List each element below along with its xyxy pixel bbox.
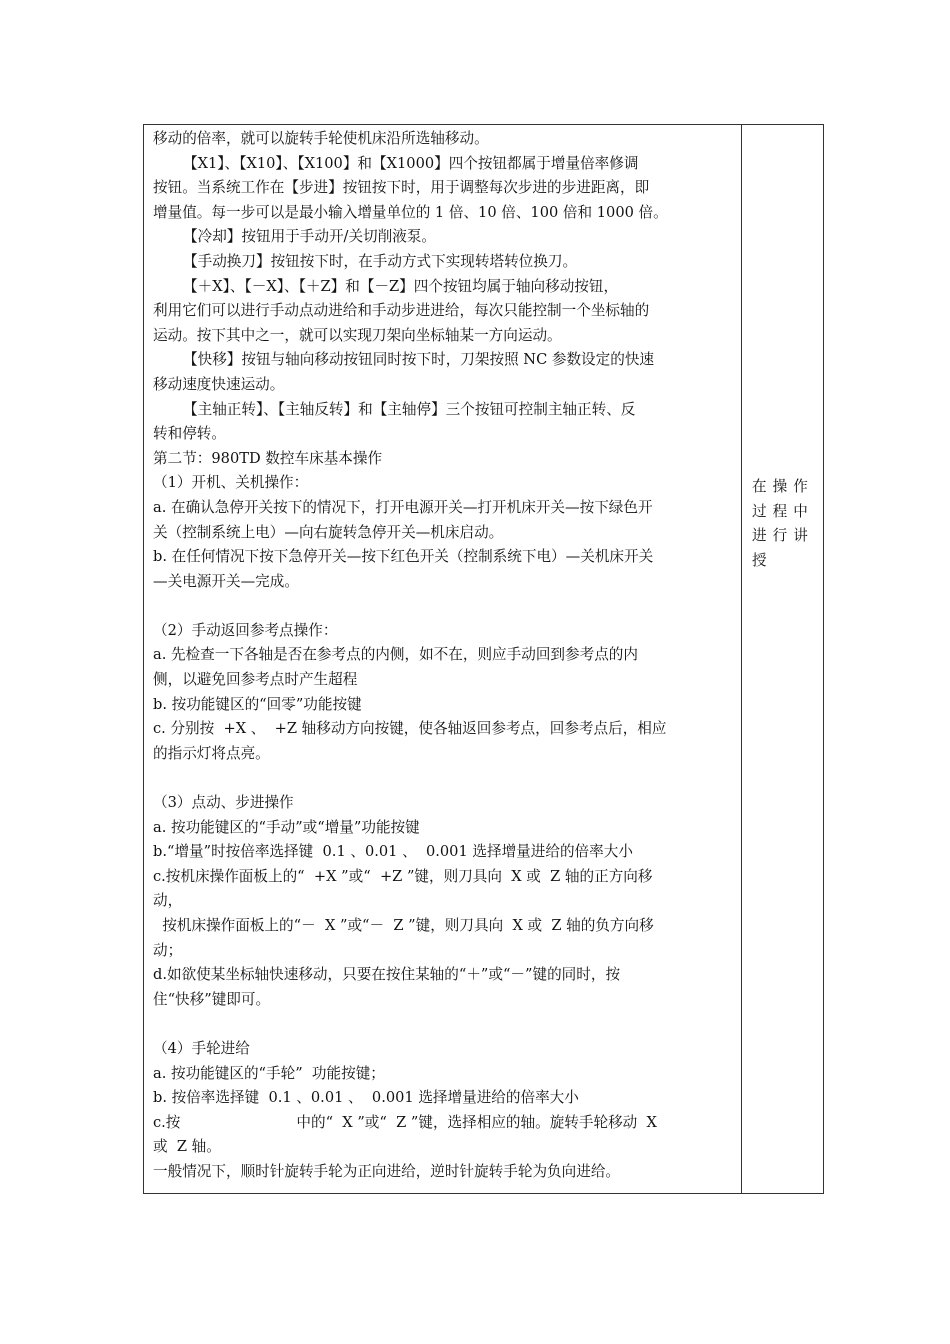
remark-line: 授 bbox=[752, 551, 773, 569]
text-line: c.按机床操作面板上的“ +X ”或“ +Z ”键，则刀具向 X 或 Z 轴的正方向移 bbox=[153, 867, 653, 885]
text-line: 转和停转。 bbox=[153, 425, 226, 443]
text-line: 移动的倍率，就可以旋转手轮使机床沿所选轴移动。 bbox=[153, 130, 489, 147]
text-line: a. 先检查一下各轴是否在参考点的内侧，如不在，则应手动回到参考点的内 bbox=[153, 646, 638, 664]
text-line: 动， bbox=[153, 892, 183, 910]
text-line: 【X1】、【X10】、【X100】和【X1000】四个按钮都属于增量倍率修调 bbox=[183, 154, 639, 172]
text-line: a. 按功能键区的“手动”或“增量”功能按键 bbox=[153, 818, 420, 836]
remark-line: 在操作 bbox=[752, 478, 814, 495]
blank-line bbox=[153, 1012, 735, 1037]
remark-cell bbox=[752, 475, 818, 573]
remark-line: 进行讲 bbox=[752, 527, 814, 545]
lesson-table bbox=[143, 124, 824, 1194]
section-heading: 第二节：980TD 数控车床基本操作 bbox=[153, 449, 383, 467]
text-line: 移动速度快速运动。 bbox=[153, 375, 285, 393]
text-line: 运动。按下其中之一，就可以实现刀架向坐标轴某一方向运动。 bbox=[153, 326, 562, 344]
text-line: 增量值。每一步可以是最小输入增量单位的 1 倍、10 倍、100 倍和 1000 倍。 bbox=[153, 203, 668, 221]
subsection-heading: （1）开机、关机操作： bbox=[153, 474, 309, 492]
subsection-heading: （2）手动返回参考点操作： bbox=[153, 621, 338, 639]
text-line: b.“增量”时按倍率选择键 0.1 、0.01 、 0.001 选择增量进给的倍率大小 bbox=[153, 843, 633, 861]
text-line: 【快移】按钮与轴向移动按钮同时按下时，刀架按照 NC 参数设定的快速 bbox=[183, 351, 655, 369]
text-line: —关电源开关—完成。 bbox=[153, 572, 299, 590]
text-line: 动； bbox=[153, 941, 183, 959]
text-line: 利用它们可以进行手动点动进给和手动步进进给，每次只能控制一个坐标轴的 bbox=[153, 302, 650, 320]
blank-line bbox=[153, 594, 735, 619]
blank-line bbox=[153, 766, 735, 791]
content-cell bbox=[153, 127, 735, 1185]
text-line: 按钮。当系统工作在【步进】按钮按下时，用于调整每次步进的步进距离，即 bbox=[153, 179, 650, 197]
text-line: 一般情况下，顺时针旋转手轮为正向进给，逆时针旋转手轮为负向进给。 bbox=[153, 1162, 621, 1180]
text-line: 侧，以避免回参考点时产生超程 bbox=[153, 671, 358, 689]
subsection-heading: （4）手轮进给 bbox=[153, 1039, 250, 1057]
text-line: 【＋X】、【－X】、【＋Z】和【－Z】四个按钮均属于轴向移动按钮， bbox=[183, 277, 619, 295]
text-line: 的指示灯将点亮。 bbox=[153, 744, 270, 762]
text-line: b. 在任何情况下按下急停开关—按下红色开关（控制系统下电）—关机床开关 bbox=[153, 548, 654, 566]
text-line: 按机床操作面板上的“－ X ”或“－ Z ”键，则刀具向 X 或 Z 轴的负方向移 bbox=[153, 917, 654, 934]
text-line: b. 按功能键区的“回零”功能按键 bbox=[153, 695, 362, 713]
text-line: a. 按功能键区的“手轮” 功能按键； bbox=[153, 1064, 385, 1082]
text-line: a. 在确认急停开关按下的情况下，打开电源开关—打开机床开关—按下绿色开 bbox=[153, 498, 653, 516]
text-line: b. 按倍率选择键 0.1 、0.01 、 0.001 选择增量进给的倍率大小 bbox=[153, 1089, 579, 1107]
text-line: c.按 中的“ X ”或“ Z ”键，选择相应的轴。旋转手轮移动 X bbox=[153, 1113, 657, 1131]
text-line: 或 Z 轴。 bbox=[153, 1138, 221, 1156]
column-divider bbox=[741, 125, 742, 1193]
text-line: 关（控制系统上电）—向右旋转急停开关—机床启动。 bbox=[153, 523, 504, 541]
text-line: d.如欲使某坐标轴快速移动，只要在按住某轴的“＋”或“－”键的同时，按 bbox=[153, 966, 621, 984]
text-line: 【手动换刀】按钮按下时，在手动方式下实现转塔转位换刀。 bbox=[183, 252, 578, 270]
subsection-heading: （3）点动、步进操作 bbox=[153, 794, 294, 812]
remark-line: 过程中 bbox=[752, 502, 814, 520]
text-line: 【冷却】按钮用于手动开/关切削液泵。 bbox=[183, 228, 437, 246]
text-line: c. 分别按 +X 、 +Z 轴移动方向按键，使各轴返回参考点，回参考点后，相应 bbox=[153, 720, 667, 738]
text-line: 住“快移”键即可。 bbox=[153, 990, 271, 1008]
text-line: 【主轴正转】、【主轴反转】和【主轴停】三个按钮可控制主轴正转、反 bbox=[183, 400, 636, 418]
